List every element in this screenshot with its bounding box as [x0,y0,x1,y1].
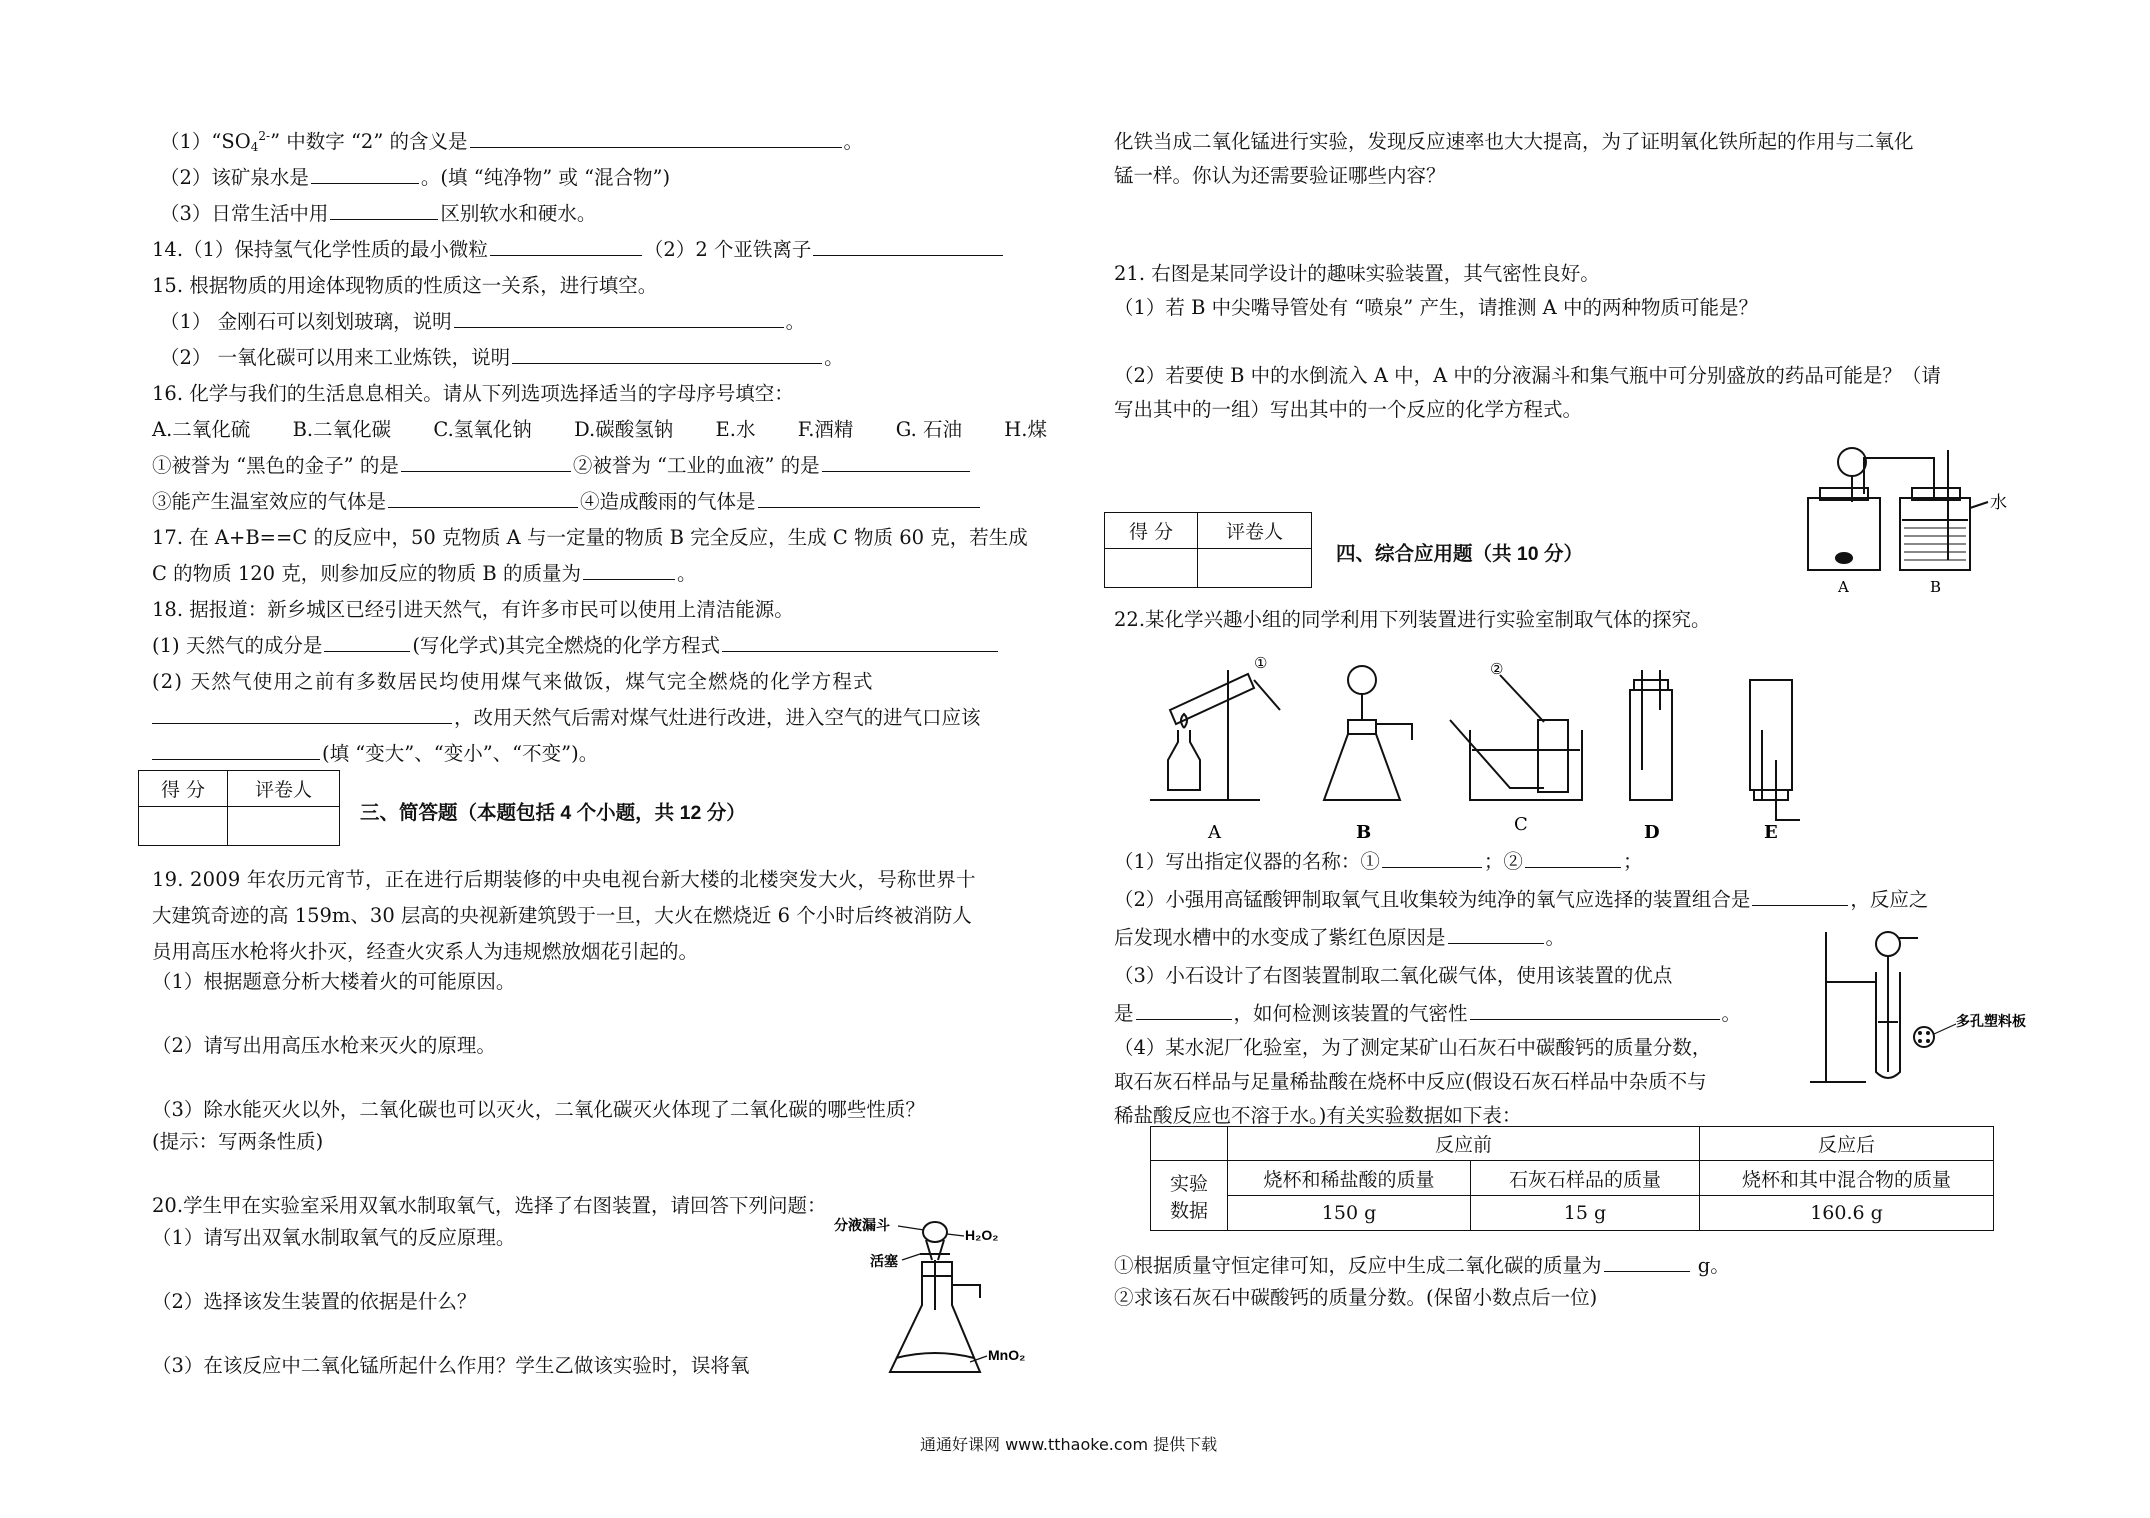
q16-option: B.二氧化碳 [292,418,392,441]
q22-part4-line3: 稀盐酸反应也不溶于水。)有关实验数据如下表： [1114,1104,1522,1127]
q21-part2: （2）若要使 B 中的水倒流入 A 中，A 中的分液漏斗和集气瓶中可分别盛放的药品可能是？（请 [1114,364,1941,387]
apparatus-a-e-figure [1150,650,1850,843]
q18-line3: (2) 天然气使用之前有多数居民均使用煤气来做饭，煤气完全燃烧的化学方程式 [152,670,874,693]
q16-option: F.酒精 [797,418,854,441]
value-beaker-mixture: 160.6 g [1700,1196,1994,1231]
q19-part3: （3）除水能灭火以外，二氧化碳也可以灭火，二氧化碳灭火体现了二氧化碳的哪些性质？ [152,1098,925,1121]
label-porous-plate: 多孔塑料板 [1956,1013,2026,1029]
section-4-heading: 四、综合应用题（共 10 分） [1336,543,1584,565]
score-table-left: 得 分 评卷人 [138,770,340,846]
col-limestone: 石灰石样品的质量 [1471,1161,1700,1196]
label-instrument-2: ② [1490,660,1504,678]
q15-part2: （2） 一氧化碳可以用来工业炼铁，说明 。 [160,346,844,369]
ab-bottles-figure [1800,440,2030,600]
q16-option: G. 石油 [895,418,962,441]
q21-part2b: 写出其中的一组）写出其中的一个反应的化学方程式。 [1114,398,1583,421]
flask-apparatus-figure [830,1210,1050,1390]
q19-line3: 员用高压水枪将火扑灭，经查火灾系人为违规燃放烟花引起的。 [152,940,699,963]
q16-options [152,414,1047,442]
q20-continued-line1: 化铁当成二氧化锰进行实验，发现反应速率也大大提高，为了证明氧化铁所起的作用与二氧化 [1114,130,1914,153]
col-beaker-acid: 烧杯和稀盐酸的质量 [1228,1161,1471,1196]
label-apparatus-a: A [1208,822,1221,843]
row-label: 实验 数据 [1151,1161,1228,1231]
section-3-heading: 三、简答题（本题包括 4 个小题，共 12 分） [360,802,746,824]
footer-source: 通通好课网 www.tthaoke.com 提供下载 [920,1435,1218,1454]
q16-stem: 16. 化学与我们的生活息息相关。请从下列选项选择适当的字母序号填空： [152,382,794,405]
q17-line1: 17. 在 A+B==C 的反应中，50 克物质 A 与一定量的物质 B 完全反应，生成 C 物质 60 克，若生成 [152,526,1028,549]
q20-part2: （2）选择该发生装置的依据是什么？ [152,1290,477,1313]
q22-part2-line1: （2）小强用高锰酸钾制取氧气且收集较为纯净的氧气应选择的装置组合是 ，反应之 [1114,888,1929,911]
col-beaker-mixture: 烧杯和其中混合物的质量 [1700,1161,1994,1196]
q19-part1: （1）根据题意分析大楼着火的可能原因。 [152,970,516,993]
q20-continued-line2: 锰一样。你认为还需要验证哪些内容？ [1114,164,1446,187]
q13-part2: （2）该矿泉水是 。(填 “纯净物” 或 “混合物”) [160,166,671,189]
q22-sub2: ②求该石灰石中碳酸钙的质量分数。(保留小数点后一位) [1114,1286,1598,1309]
q18-line5: (填 “变大”、“变小”、“不变”)。 [152,738,598,766]
q17-line2: C 的物质 120 克，则参加反应的物质 B 的质量为 。 [152,562,697,585]
label-apparatus-d: D [1644,822,1660,843]
label-apparatus-e: E [1764,822,1778,843]
q18-line2: (1) 天然气的成分是 (写化学式)其完全燃烧的化学方程式 [152,630,1000,658]
q22-part3-line2: 是 ，如何检测该装置的气密性 。 [1114,1002,1742,1025]
q20-line1: 20.学生甲在实验室采用双氧水制取氧气，选择了右图装置，请回答下列问题： [152,1194,827,1217]
label-apparatus-b: B [1356,822,1372,843]
experiment-data-table [1150,1126,1994,1231]
q16-option: D.碳酸氢钠 [574,418,674,441]
q21-line1: 21. 右图是某同学设计的趣味实验装置，其气密性良好。 [1114,262,1600,285]
q16-option: E.水 [715,418,756,441]
label-valve: 活塞 [870,1253,898,1269]
q14: 14.（1）保持氢气化学性质的最小微粒 （2）2 个亚铁离子 [152,234,1005,262]
q19-line1: 19. 2009 年农历元宵节，正在进行后期装修的中央电视台新大楼的北楼突发大火，号称世界十 [152,868,976,891]
q22-part1: （1）写出指定仪器的名称：① ；② ； [1114,850,1643,873]
q22-part3-line1: （3）小石设计了右图装置制取二氧化碳气体，使用该装置的优点 [1114,964,1673,987]
q16-blank-3-4: ③能产生温室效应的气体是 ④造成酸雨的气体是 [152,486,982,514]
q21-part1: （1）若 B 中尖嘴导管处有 “喷泉” 产生，请推测 A 中的两种物质可能是？ [1114,296,1758,319]
q22-line1: 22.某化学兴趣小组的同学利用下列装置进行实验室制取气体的探究。 [1114,608,1711,631]
q19-hint: (提示：写两条性质) [152,1130,324,1153]
label-bottle-a: A [1838,578,1849,596]
value-limestone: 15 g [1471,1196,1700,1231]
q16-option: H.煤 [1004,418,1047,441]
q15-part1: （1） 金刚石可以刻划玻璃，说明 。 [160,310,806,333]
score-table-right: 得 分 评卷人 [1104,512,1312,588]
q19-line2: 大建筑奇迹的高 159m、30 层高的央视新建筑毁于一旦，大火在燃烧近 6 个小时后终被消防人 [152,904,972,927]
q18-line1: 18. 据报道：新乡城区已经引进天然气，有许多市民可以使用上清洁能源。 [152,598,794,621]
q16-option: C.氢氧化钠 [433,418,532,441]
q18-line4: ，改用天然气后需对煤气灶进行改进，进入空气的进气口应该 [152,702,981,730]
q22-part2-line2: 后发现水槽中的水变成了紫红色原因是 。 [1114,926,1566,949]
label-bottle-b: B [1930,578,1942,596]
q16-blank-1-2: ①被誉为 “黑色的金子” 的是 ②被誉为 “工业的血液” 的是 [152,450,972,478]
q20-part3: （3）在该反应中二氧化锰所起什么作用？学生乙做该实验时，误将氧 [152,1354,750,1377]
q22-sub1: ①根据质量守恒定律可知，反应中生成二氧化碳的质量为 g。 [1114,1254,1730,1277]
label-h2o2: H₂O₂ [965,1227,999,1243]
q13-part3: （3）日常生活中用 区别软水和硬水。 [160,202,597,225]
label-apparatus-c: C [1514,814,1528,835]
label-water: 水 [1990,493,2007,513]
co2-generator-figure [1806,922,2086,1092]
label-instrument-1: ① [1254,654,1268,672]
label-funnel: 分液漏斗 [834,1217,890,1233]
q22-part4-line2: 取石灰石样品与足量稀盐酸在烧杯中反应(假设石灰石样品中杂质不与 [1114,1070,1707,1093]
header-after: 反应后 [1700,1127,1994,1161]
label-mno2: MnO₂ [988,1347,1026,1363]
q22-part4-line1: （4）某水泥厂化验室，为了测定某矿山石灰石中碳酸钙的质量分数， [1114,1036,1712,1059]
q19-part2: （2）请写出用高压水枪来灭火的原理。 [152,1034,496,1057]
q15-stem: 15. 根据物质的用途体现物质的性质这一关系，进行填空。 [152,274,658,297]
value-beaker-acid: 150 g [1228,1196,1471,1231]
q13-part1: $(1)“SO4^{2-}$” 中数字 “2” 的含义是 。 [160,129,864,154]
q20-part1: （1）请写出双氧水制取氧气的反应原理。 [152,1226,516,1249]
header-before: 反应前 [1228,1127,1700,1161]
q16-option: A.二氧化硫 [152,418,251,441]
